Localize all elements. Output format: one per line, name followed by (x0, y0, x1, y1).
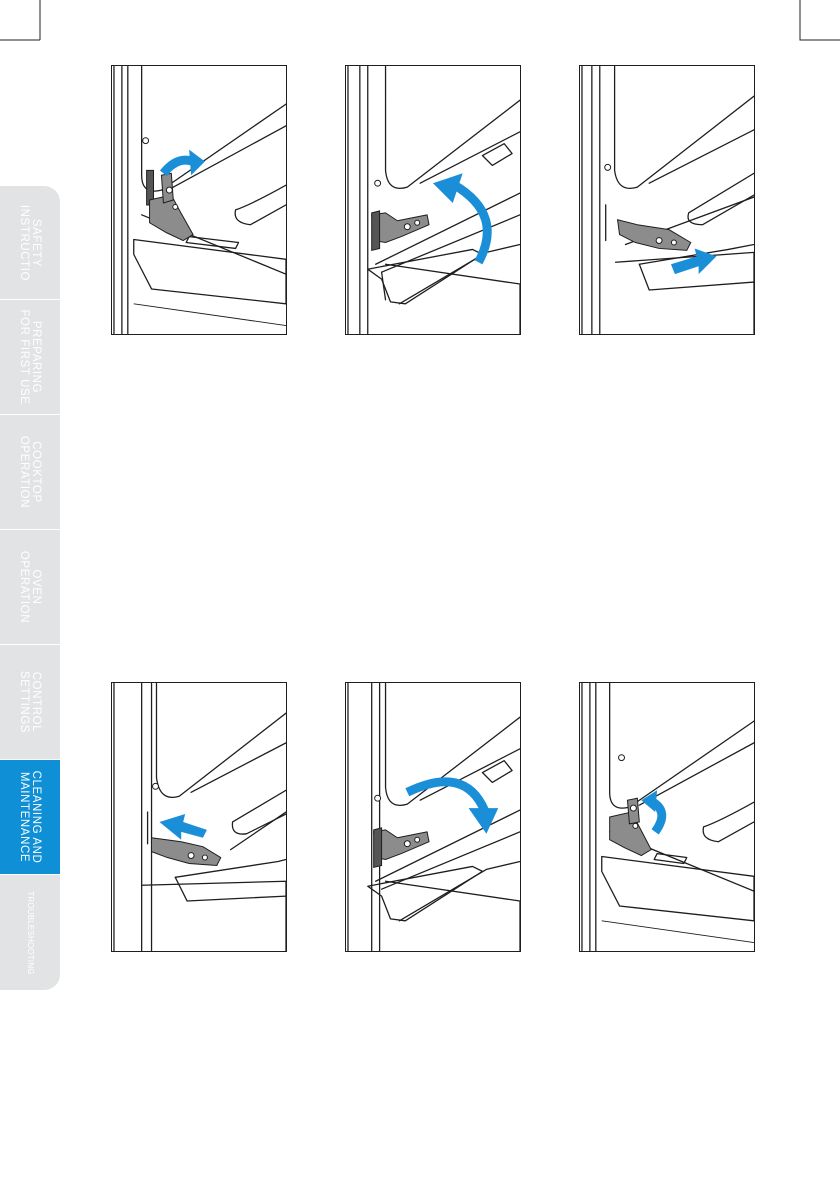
figure-lock-hinge (579, 682, 755, 952)
figure-lift-door (345, 65, 521, 335)
hinge-illustration (112, 683, 286, 951)
tab-label: CONTROL SETTINGS (18, 670, 42, 734)
figure-lower-door (345, 682, 521, 952)
tab-label: OVEN OPERATION (18, 550, 42, 624)
section-tabs (0, 186, 60, 991)
hinge-illustration (580, 683, 754, 951)
tab-label: COOKTOP OPERATION (18, 435, 42, 509)
figure-insert-door (111, 682, 287, 952)
tab-oven-operation[interactable] (0, 530, 60, 645)
hinge-illustration (580, 66, 754, 334)
tab-control-settings[interactable] (0, 645, 60, 760)
insert-arrow-icon (159, 814, 206, 840)
tab-cooktop-operation[interactable] (0, 415, 60, 530)
lower-arrow-head (469, 808, 499, 834)
tab-label: SAFETY INSTRUCTIO (18, 204, 42, 281)
figure-unlock-hinge (111, 65, 287, 335)
tab-label: CLEANING AND MAINTENANCE (18, 770, 42, 864)
tab-label: PREPARING FOR FIRST USE (18, 309, 42, 405)
hinge-illustration (346, 683, 520, 951)
tab-safety-instructions[interactable] (0, 186, 60, 300)
lift-arrow-icon (455, 185, 488, 262)
tab-preparing-for-first-use[interactable] (0, 300, 60, 415)
tab-label: TROUBLESHOOTING (26, 890, 35, 975)
crop-marks (0, 0, 840, 60)
tab-troubleshooting[interactable] (0, 875, 60, 991)
hinge-illustration (112, 66, 286, 334)
figure-remove-door (579, 65, 755, 335)
hinge-illustration (346, 66, 520, 334)
tab-cleaning-and-maintenance[interactable] (0, 760, 60, 875)
